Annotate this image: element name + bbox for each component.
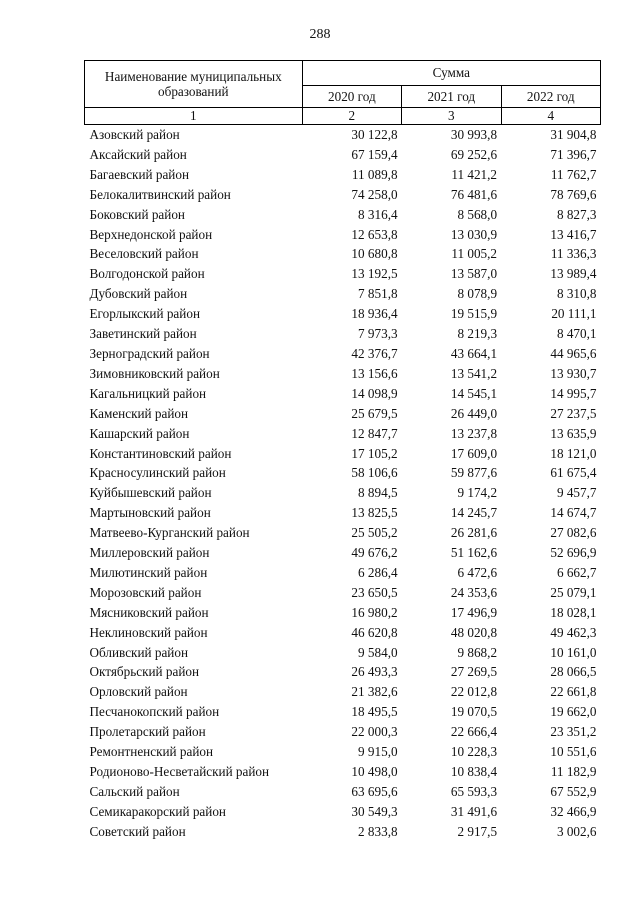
value-2022: 3 002,6 (556, 823, 597, 839)
value-2021: 19 515,9 (450, 306, 498, 322)
header-year-2021: 2021 год (402, 86, 501, 108)
value-2022: 13 989,4 (550, 266, 597, 282)
value-2021: 43 664,1 (450, 345, 498, 361)
municipality-name: Веселовский район (89, 246, 199, 262)
value-2022: 9 457,7 (556, 485, 597, 501)
municipality-name: Обливский район (89, 644, 189, 660)
table-row (85, 702, 601, 722)
table-row (85, 623, 601, 643)
value-2020: 16 980,2 (351, 604, 398, 620)
value-2022: 18 028,1 (550, 604, 597, 620)
value-2022: 11 336,3 (550, 246, 597, 262)
municipality-name: Егорлыкский район (89, 306, 200, 322)
value-2022: 22 661,8 (550, 684, 597, 700)
municipality-name: Ремонтненский район (89, 744, 214, 760)
value-2021: 13 541,2 (450, 365, 498, 381)
municipality-name: Октябрьский район (89, 664, 200, 680)
value-2022: 18 121,0 (550, 445, 597, 461)
value-2021: 51 162,6 (450, 545, 498, 561)
table-row (85, 483, 601, 503)
municipality-name: Сальский район (89, 783, 180, 799)
value-2021: 14 545,1 (450, 385, 498, 401)
value-2021: 22 666,4 (450, 724, 498, 740)
value-2020: 9 915,0 (358, 744, 398, 760)
municipality-name: Кашарский район (89, 425, 190, 441)
value-2020: 23 650,5 (351, 584, 398, 600)
value-2021: 19 070,5 (450, 704, 498, 720)
value-2022: 44 965,6 (550, 345, 597, 361)
header-year-2022: 2022 год (501, 86, 600, 108)
value-2020: 22 000,3 (351, 724, 398, 740)
table-row (85, 324, 601, 344)
table-row (85, 782, 601, 802)
table-row (85, 563, 601, 583)
page-number: 288 (309, 27, 331, 42)
table-row (85, 463, 601, 483)
value-2021: 11 421,2 (451, 166, 498, 182)
value-2021: 9 868,2 (457, 644, 498, 660)
table-row (85, 583, 601, 603)
value-2022: 27 082,6 (550, 525, 597, 541)
table-body (85, 125, 601, 842)
value-2020: 13 156,6 (351, 365, 398, 381)
value-2020: 12 653,8 (351, 226, 398, 242)
value-2020: 8 316,4 (358, 206, 398, 222)
value-2021: 8 078,9 (457, 286, 498, 302)
value-2021: 2 917,5 (457, 823, 498, 839)
value-2020: 42 376,7 (351, 345, 398, 361)
value-2020: 58 106,6 (351, 465, 398, 481)
value-2021: 9 174,2 (457, 485, 498, 501)
municipality-name: Кагальницкий район (89, 385, 207, 401)
value-2020: 18 495,5 (351, 704, 398, 720)
value-2021: 13 587,0 (450, 266, 498, 282)
value-2022: 10 551,6 (550, 744, 597, 760)
value-2020: 30 549,3 (351, 803, 398, 819)
value-2021: 26 281,6 (450, 525, 498, 541)
value-2022: 28 066,5 (550, 664, 597, 680)
municipality-name: Мартыновский район (89, 505, 211, 521)
table-row (85, 165, 601, 185)
value-2021: 24 353,6 (450, 584, 498, 600)
municipality-name: Волгодонской район (89, 266, 205, 282)
table-row (85, 364, 601, 384)
table-row (85, 225, 601, 245)
table-row (85, 244, 601, 264)
value-2022: 8 827,3 (556, 206, 597, 222)
value-2022: 13 635,9 (550, 425, 597, 441)
value-2022: 11 182,9 (550, 764, 597, 779)
value-2021: 10 838,4 (450, 764, 498, 779)
value-2022: 11 762,7 (550, 166, 597, 182)
value-2021: 65 593,3 (450, 783, 498, 799)
table-row (85, 304, 601, 324)
value-2020: 10 680,8 (351, 246, 398, 262)
table-row (85, 603, 601, 623)
value-2021: 48 020,8 (450, 624, 498, 640)
value-2020: 26 493,3 (351, 664, 398, 680)
table-row (85, 344, 601, 364)
value-2020: 21 382,6 (351, 684, 398, 700)
table-row (85, 643, 601, 663)
table-row (85, 384, 601, 404)
value-2021: 59 877,6 (450, 465, 498, 481)
table-row (85, 145, 601, 165)
table-row (85, 185, 601, 205)
value-2022: 8 310,8 (556, 286, 597, 302)
value-2020: 18 936,4 (351, 306, 398, 322)
municipality-name: Советский район (89, 823, 186, 839)
table-row (85, 802, 601, 822)
value-2022: 27 237,5 (550, 405, 597, 421)
municipality-name: Неклиновский район (89, 624, 208, 640)
value-2022: 61 675,4 (550, 465, 597, 481)
value-2022: 52 696,9 (550, 545, 597, 561)
value-2021: 13 030,9 (450, 226, 498, 242)
value-2021: 11 005,2 (451, 246, 498, 262)
municipality-name: Мясниковский район (89, 604, 209, 620)
municipality-name: Красносулинский район (89, 465, 226, 481)
table-row (85, 742, 601, 762)
table-row (85, 662, 601, 682)
value-2020: 67 159,4 (351, 146, 398, 162)
value-2020: 7 973,3 (358, 326, 398, 342)
table-row (85, 543, 601, 563)
value-2020: 25 679,5 (351, 405, 398, 421)
municipality-name: Заветинский район (89, 326, 197, 342)
table-row (85, 722, 601, 742)
value-2020: 2 833,8 (358, 823, 398, 839)
value-2022: 13 930,7 (550, 365, 597, 381)
value-2021: 17 609,0 (450, 445, 498, 461)
value-2021: 8 568,0 (457, 206, 498, 222)
value-2020: 6 286,4 (358, 564, 398, 580)
column-number: 3 (402, 108, 501, 125)
value-2021: 30 993,8 (450, 127, 498, 142)
value-2020: 8 894,5 (358, 485, 398, 501)
value-2021: 69 252,6 (450, 146, 498, 162)
value-2021: 13 237,8 (450, 425, 498, 441)
table-row (85, 264, 601, 284)
value-2022: 13 416,7 (550, 226, 597, 242)
column-number: 1 (85, 108, 303, 125)
value-2022: 8 470,1 (556, 326, 597, 342)
value-2020: 12 847,7 (351, 425, 398, 441)
value-2020: 63 695,6 (351, 783, 398, 799)
value-2021: 22 012,8 (450, 684, 498, 700)
value-2021: 14 245,7 (450, 505, 498, 521)
value-2022: 31 904,8 (550, 127, 597, 142)
municipality-name: Каменский район (89, 405, 189, 421)
value-2020: 46 620,8 (351, 624, 398, 640)
value-2022: 20 111,1 (551, 306, 597, 322)
value-2021: 6 472,6 (457, 564, 498, 580)
table-row (85, 503, 601, 523)
municipality-name: Аксайский район (89, 146, 187, 162)
municipality-name: Дубовский район (89, 286, 188, 302)
municipality-name: Орловский район (89, 684, 188, 700)
value-2020: 11 089,8 (351, 166, 398, 182)
value-2022: 25 079,1 (550, 584, 597, 600)
municipality-name: Боковский район (89, 206, 185, 222)
header-sum: Сумма (302, 61, 600, 86)
header-year-2020: 2020 год (302, 86, 401, 108)
value-2020: 13 825,5 (351, 505, 398, 521)
municipality-name: Багаевский район (89, 166, 190, 182)
value-2020: 74 258,0 (351, 186, 398, 202)
value-2022: 78 769,6 (550, 186, 597, 202)
value-2021: 10 228,3 (450, 744, 498, 760)
municipality-name: Куйбышевский район (89, 485, 212, 501)
value-2020: 25 505,2 (351, 525, 398, 541)
value-2020: 10 498,0 (351, 764, 398, 779)
municipality-name: Семикаракорский район (89, 803, 226, 819)
municipality-name: Миллеровский район (89, 545, 210, 561)
table-row (85, 205, 601, 225)
municipality-name: Белокалитвинский район (89, 186, 231, 202)
value-2020: 17 105,2 (351, 445, 398, 461)
value-2021: 17 496,9 (450, 604, 498, 620)
value-2020: 30 122,8 (351, 127, 398, 142)
value-2020: 14 098,9 (351, 385, 398, 401)
value-2022: 32 466,9 (550, 803, 597, 819)
table-row (85, 424, 601, 444)
table-row (85, 762, 601, 782)
value-2020: 7 851,8 (358, 286, 398, 302)
value-2021: 76 481,6 (450, 186, 498, 202)
budget-table (84, 60, 601, 842)
value-2022: 10 161,0 (550, 644, 597, 660)
value-2022: 71 396,7 (550, 146, 597, 162)
column-number: 2 (302, 108, 401, 125)
municipality-name: Зерноградский район (89, 345, 210, 361)
column-number: 4 (501, 108, 600, 125)
municipality-name: Верхнедонской район (89, 226, 213, 242)
municipality-name: Песчанокопский район (89, 704, 220, 720)
municipality-name: Милютинский район (89, 564, 208, 580)
table-row (85, 682, 601, 702)
municipality-name: Морозовский район (89, 584, 202, 600)
value-2020: 49 676,2 (351, 545, 398, 561)
value-2022: 14 995,7 (550, 385, 597, 401)
value-2022: 49 462,3 (550, 624, 597, 640)
value-2021: 26 449,0 (450, 405, 498, 421)
value-2022: 23 351,2 (550, 724, 597, 740)
table-row (85, 125, 601, 145)
value-2022: 14 674,7 (550, 505, 597, 521)
table-row (85, 284, 601, 304)
municipality-name: Азовский район (89, 127, 180, 142)
header-municipality: Наименование муниципальных образований (85, 61, 303, 108)
value-2022: 19 662,0 (550, 704, 597, 720)
table-row (85, 444, 601, 464)
table-row (85, 404, 601, 424)
value-2022: 67 552,9 (550, 783, 597, 799)
value-2022: 6 662,7 (556, 564, 597, 580)
table-row (85, 822, 601, 842)
value-2020: 9 584,0 (358, 644, 398, 660)
municipality-name: Родионово-Несветайский район (89, 764, 270, 779)
municipality-name: Матвеево-Курганский район (89, 525, 250, 541)
municipality-name: Зимовниковский район (89, 365, 220, 381)
value-2021: 8 219,3 (457, 326, 498, 342)
value-2021: 27 269,5 (450, 664, 498, 680)
value-2021: 31 491,6 (450, 803, 498, 819)
municipality-name: Константиновский район (89, 445, 232, 461)
table-row (85, 523, 601, 543)
municipality-name: Пролетарский район (89, 724, 206, 740)
value-2020: 13 192,5 (351, 266, 398, 282)
